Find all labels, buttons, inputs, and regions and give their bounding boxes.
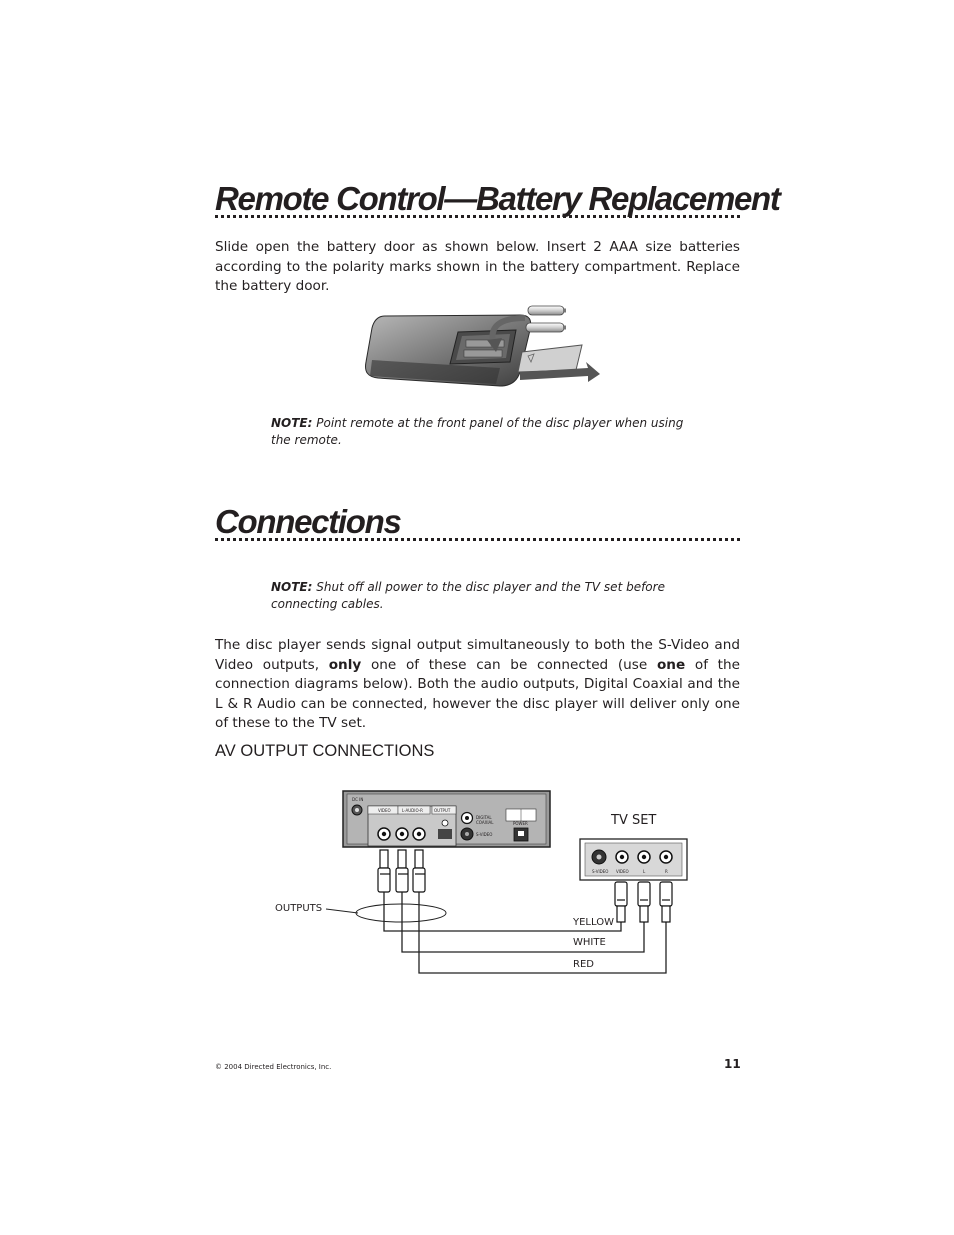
- battery-section-title: Remote Control—Battery Replacement: [215, 180, 780, 217]
- player-svideo-label: S-VIDEO: [476, 832, 493, 837]
- av-output-subheading: AV OUTPUT CONNECTIONS: [215, 742, 435, 760]
- dc-in-label: DC IN: [352, 797, 364, 802]
- tv-jack-label-r: R: [665, 869, 668, 874]
- tv-jack-label-video: VIDEO: [616, 869, 629, 874]
- tv-rca-plugs: [615, 882, 672, 922]
- copyright-notice: © 2004 Directed Electronics, Inc.: [215, 1063, 332, 1071]
- player-output-label: OUTPUT: [434, 808, 451, 813]
- page-number: 11: [724, 1057, 741, 1071]
- player-digital-label: DIGITAL: [476, 815, 492, 820]
- player-rca-plugs: [378, 850, 425, 892]
- tv-jack-label-l: L: [643, 869, 646, 874]
- battery-instructions: Slide open the battery door as shown below. Insert 2 AAA size batteries according to the polarity marks shown in the battery compartment. Replace the battery door.: [215, 239, 740, 295]
- battery-note-text: Point remote at the front panel of the disc player when using the remote.: [271, 416, 684, 447]
- connections-note-text: Shut off all power to the disc player and the TV set before connecting cables.: [271, 580, 665, 611]
- player-power-label: POWER: [513, 821, 528, 826]
- outputs-label: OUTPUTS: [275, 903, 323, 914]
- player-audio-label: L-AUDIO-R: [402, 808, 423, 813]
- connections-paragraph-part3: of the connection diagrams below). Both the audio outputs, Digital Coaxial and the L & R Audio can be connected, however the disc player will deliver only one of these to the TV set.: [215, 656, 740, 732]
- emphasis-one: one: [656, 656, 686, 673]
- connections-paragraph-part1: The disc player sends signal output simultaneously to both the S-Video and Video outputs,: [215, 637, 740, 673]
- battery-note-label: NOTE:: [271, 416, 313, 430]
- connections-note-label: NOTE:: [271, 580, 313, 594]
- connections-section-title: Connections: [215, 503, 401, 540]
- connections-paragraph-part2: one of these can be connected (use: [361, 656, 657, 673]
- cable-yellow-label: YELLOW: [573, 917, 614, 928]
- emphasis-only: only: [328, 656, 362, 673]
- cable-red-label: RED: [573, 959, 594, 970]
- tv-set-label: TV SET: [611, 813, 657, 828]
- cable-white-label: WHITE: [573, 937, 606, 948]
- player-video-label: VIDEO: [378, 808, 391, 813]
- disc-player-back-panel: [343, 791, 550, 847]
- tv-jack-label-svideo: S-VIDEO: [592, 869, 609, 874]
- player-coaxial-label: COAXIAL: [476, 820, 494, 825]
